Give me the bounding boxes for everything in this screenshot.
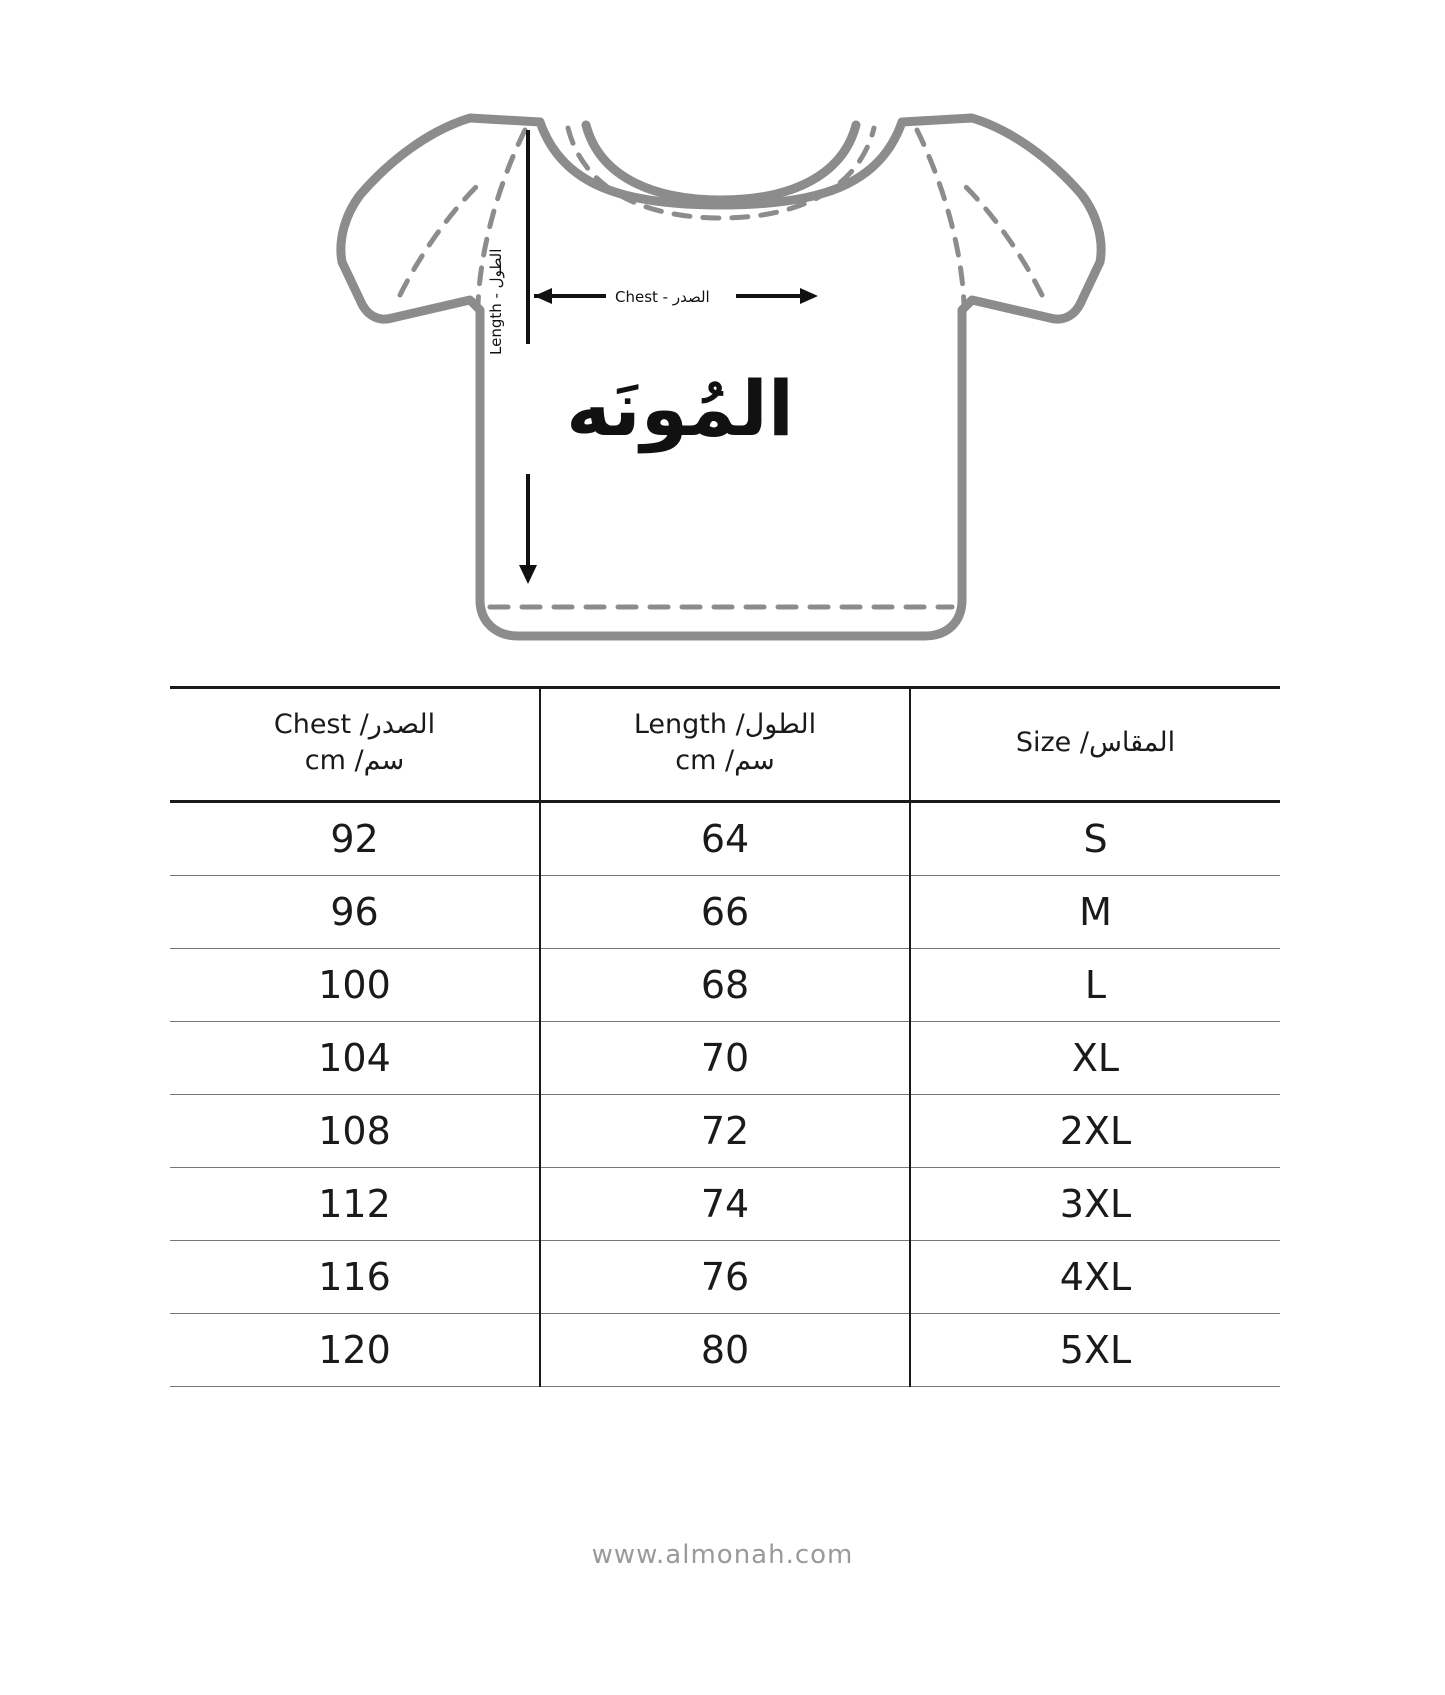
cell-length: 80 [540,1313,910,1386]
header-size-line1: Size /المقاس [1015,727,1176,759]
tshirt-illustration [0,0,1445,660]
length-measure-label: Length - الطول [487,248,505,355]
header-chest [170,688,540,802]
cell-chest: 92 [170,801,540,875]
table-row [170,1313,1280,1386]
cell-length: 70 [540,1021,910,1094]
cell-chest: 96 [170,875,540,948]
website-footer: www.almonah.com [591,1540,854,1570]
header-length [540,688,910,802]
shirt-diagram [0,0,1445,660]
cell-length: 72 [540,1094,910,1167]
cell-size: M [910,875,1280,948]
cell-length: 66 [540,875,910,948]
table-row [170,948,1280,1021]
cell-size: 3XL [910,1167,1280,1240]
table-row [170,1094,1280,1167]
cell-chest: 100 [170,948,540,1021]
cell-size: 2XL [910,1094,1280,1167]
size-chart-table [170,686,1280,1387]
header-size [910,688,1280,802]
cell-length: 68 [540,948,910,1021]
header-chest-line1: Chest /الصدر [273,709,436,740]
cell-chest: 120 [170,1313,540,1386]
header-chest-line2: cm /سم [304,745,405,777]
cell-size: S [910,801,1280,875]
table-row [170,801,1280,875]
cell-size: XL [910,1021,1280,1094]
header-length-line1: Length /الطول [633,709,817,740]
table-row [170,875,1280,948]
header-length-line2: cm /سم [675,745,775,777]
cell-size: 5XL [910,1313,1280,1386]
cell-chest: 112 [170,1167,540,1240]
cell-size: 4XL [910,1240,1280,1313]
cell-size: L [910,948,1280,1021]
cell-chest: 108 [170,1094,540,1167]
cell-length: 76 [540,1240,910,1313]
cell-length: 74 [540,1167,910,1240]
table-row [170,1167,1280,1240]
table-row [170,1240,1280,1313]
cell-length: 64 [540,801,910,875]
size-chart-table-wrapper [170,686,1280,1387]
brand-logo-text: المُونَه [566,364,794,453]
cell-chest: 116 [170,1240,540,1313]
cell-chest: 104 [170,1021,540,1094]
chest-measure-label: Chest - الصدر [615,288,710,306]
table-header-row [170,688,1280,802]
table-row [170,1021,1280,1094]
